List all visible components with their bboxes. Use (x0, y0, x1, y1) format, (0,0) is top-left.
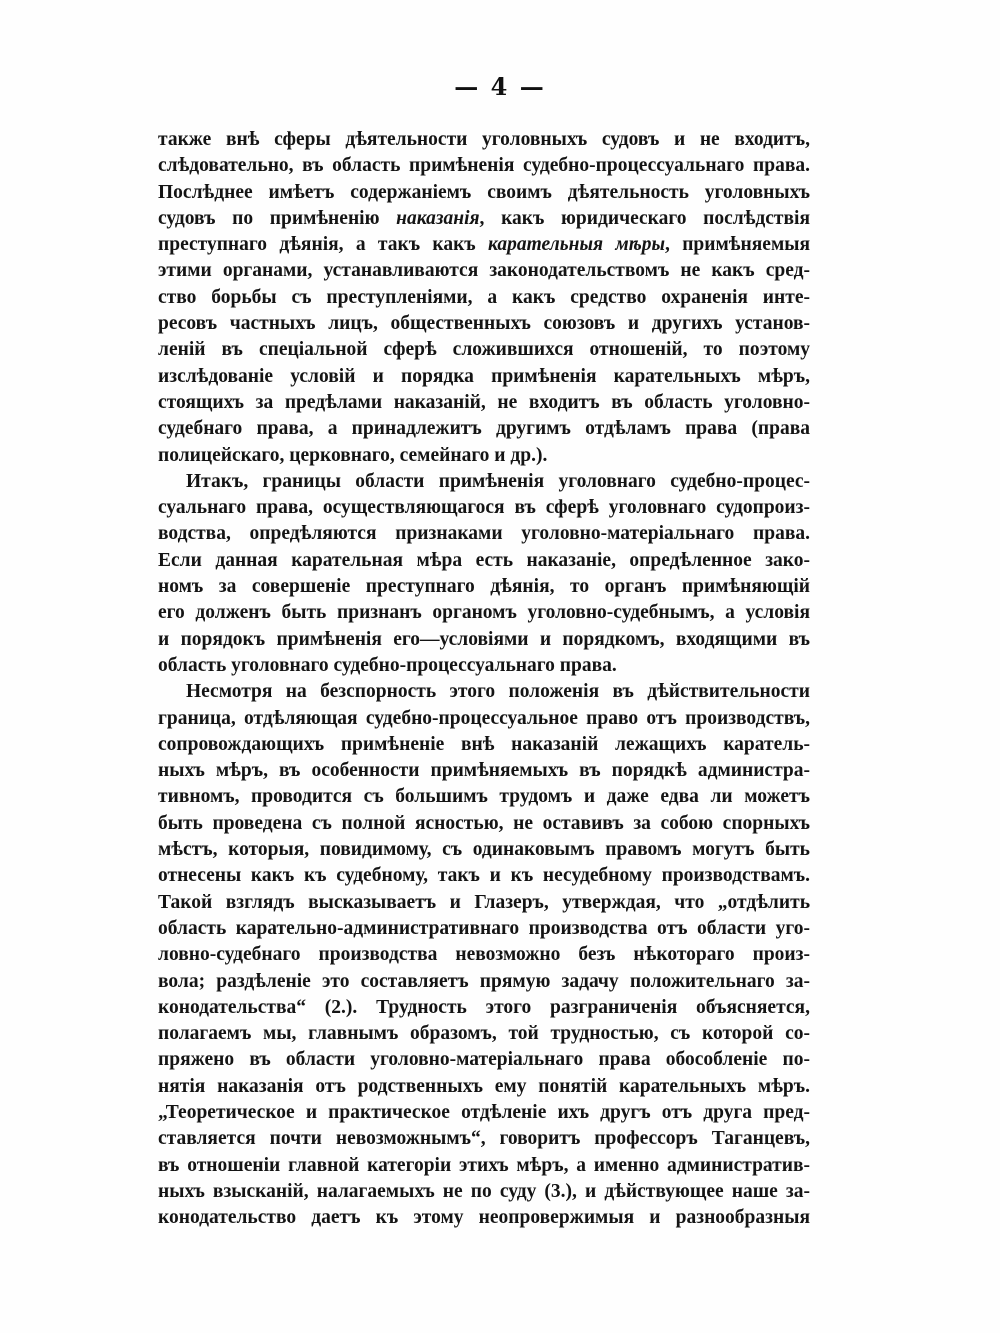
text-line: Если данная карательная мѣра есть наказаніе, опредѣленное зако- (158, 549, 810, 571)
text-line: этими органами, устанавливаются законодательствомъ не какъ сред- (158, 260, 810, 282)
text-line: Итакъ, границы области примѣненія уголовнаго судебно-процес- (186, 470, 810, 492)
paragraph (158, 469, 810, 679)
text-line (158, 232, 810, 258)
text-line: полицейскаго, церковнаго, семейнаго и др.). (158, 444, 548, 466)
text-line: ныхъ взысканій, налагаемыхъ не по суду (3.), и дѣйствующее наше за- (158, 1180, 810, 1202)
text-line (158, 206, 810, 232)
text-run: , какъ юридическаго послѣдствія (479, 207, 810, 229)
text-line: сопровождающихъ примѣненіе внѣ наказаній лежащихъ каратель- (158, 733, 810, 755)
text-line: изслѣдованіе условій и порядка примѣненія карательныхъ мѣръ, (158, 365, 810, 387)
text-line: ресовъ частныхъ лицъ, общественныхъ союзовъ и другихъ установ- (158, 313, 810, 335)
emphasized-term: карательныя мѣры (488, 234, 666, 256)
text-line: полагаемъ мы, главнымъ образомъ, той трудностью, съ которой со- (158, 1023, 810, 1045)
text-line: и порядокъ примѣненія его—условіями и порядкомъ, входящими въ (158, 628, 810, 650)
text-run: , примѣняемыя (665, 234, 810, 256)
paragraph (158, 127, 810, 469)
text-run: преступнаго дѣянія, а такъ какъ (158, 234, 488, 256)
page-text-body (158, 127, 810, 1231)
text-line: также внѣ сферы дѣятельности уголовныхъ судовъ и не входитъ, (158, 129, 810, 150)
text-line: водства, опредѣляются признаками уголовно-матеріальнаго права. (158, 523, 810, 545)
text-line: Несмотря на безспорность этого положенія въ дѣйствительности (186, 681, 810, 703)
text-line: суальнаго права, осуществляющагося въ сферѣ уголовнаго судопроиз- (158, 497, 810, 519)
text-line: его долженъ быть признанъ органомъ уголовно-судебнымъ, а условія (158, 602, 810, 624)
text-line: область уголовнаго судебно-процессуальнаго права. (158, 654, 617, 676)
text-line: слѣдовательно, въ область примѣненія судебно-процессуальнаго права. (158, 155, 810, 177)
text-line: конодательства“ (2.). Трудность этого разграниченія объясняется, (158, 996, 810, 1018)
paragraph (158, 679, 810, 1231)
text-line: вола; раздѣленіе это составляетъ прямую задачу положительнаго за- (158, 970, 810, 992)
text-line: „Теоретическое и практическое отдѣленіе ихъ другъ отъ друга пред- (158, 1101, 810, 1123)
page-number: — 4 — (454, 72, 546, 101)
text-line: отнесены какъ къ судебному, такъ и къ несудебному производствамъ. (158, 865, 810, 887)
text-line: Послѣднее имѣетъ содержаніемъ своимъ дѣятельность уголовныхъ (158, 181, 810, 203)
text-line: нятія наказанія отъ родственныхъ ему понятій карательныхъ мѣръ. (158, 1075, 810, 1097)
text-line: Такой взглядъ высказываетъ и Глазеръ, утверждая, что „отдѣлить (158, 891, 810, 913)
text-line: пряжено въ области уголовно-матеріальнаго права обособленіе по- (158, 1049, 810, 1071)
text-line: въ отношеніи главной категоріи этихъ мѣръ, а именно административ- (158, 1154, 810, 1176)
text-line: ставляется почти невозможнымъ“, говоритъ профессоръ Таганцевъ, (158, 1128, 810, 1150)
text-line: стоящихъ за предѣлами наказаній, не входитъ въ область уголовно- (158, 391, 810, 413)
text-line: граница, отдѣляющая судебно-процессуальное право отъ производствъ, (158, 707, 810, 729)
text-line: ство борьбы съ преступленіями, а какъ средство охраненія инте- (158, 286, 810, 308)
text-line: ловно-судебнаго производства невозможно безъ нѣкотораго произ- (158, 944, 810, 966)
text-line: быть проведена съ полной ясностью, не оставивъ за собою спорныхъ (158, 812, 810, 834)
text-line: леній въ спеціальной сферѣ сложившихся отношеній, то поэтому (158, 339, 810, 361)
text-run: судовъ по примѣненію (158, 207, 397, 229)
text-line: конодательство даетъ къ этому неопровержимыя и разнообразныя (158, 1207, 810, 1229)
text-line: номъ за совершеніе преступнаго дѣянія, то органъ примѣняющій (158, 576, 810, 598)
text-line: тивномъ, проводится съ большимъ трудомъ и даже едва ли можетъ (158, 786, 810, 808)
text-line: судебнаго права, а принадлежитъ другимъ отдѣламъ права (права (158, 418, 810, 440)
text-line: область карательно-административнаго производства отъ области уго- (158, 917, 810, 939)
emphasized-term: наказанія (396, 207, 480, 229)
text-line: мѣстъ, которыя, повидимому, съ одинаковымъ правомъ могутъ быть (158, 839, 810, 861)
text-line: ныхъ мѣръ, въ особенности примѣняемыхъ въ порядкѣ администра- (158, 760, 810, 782)
